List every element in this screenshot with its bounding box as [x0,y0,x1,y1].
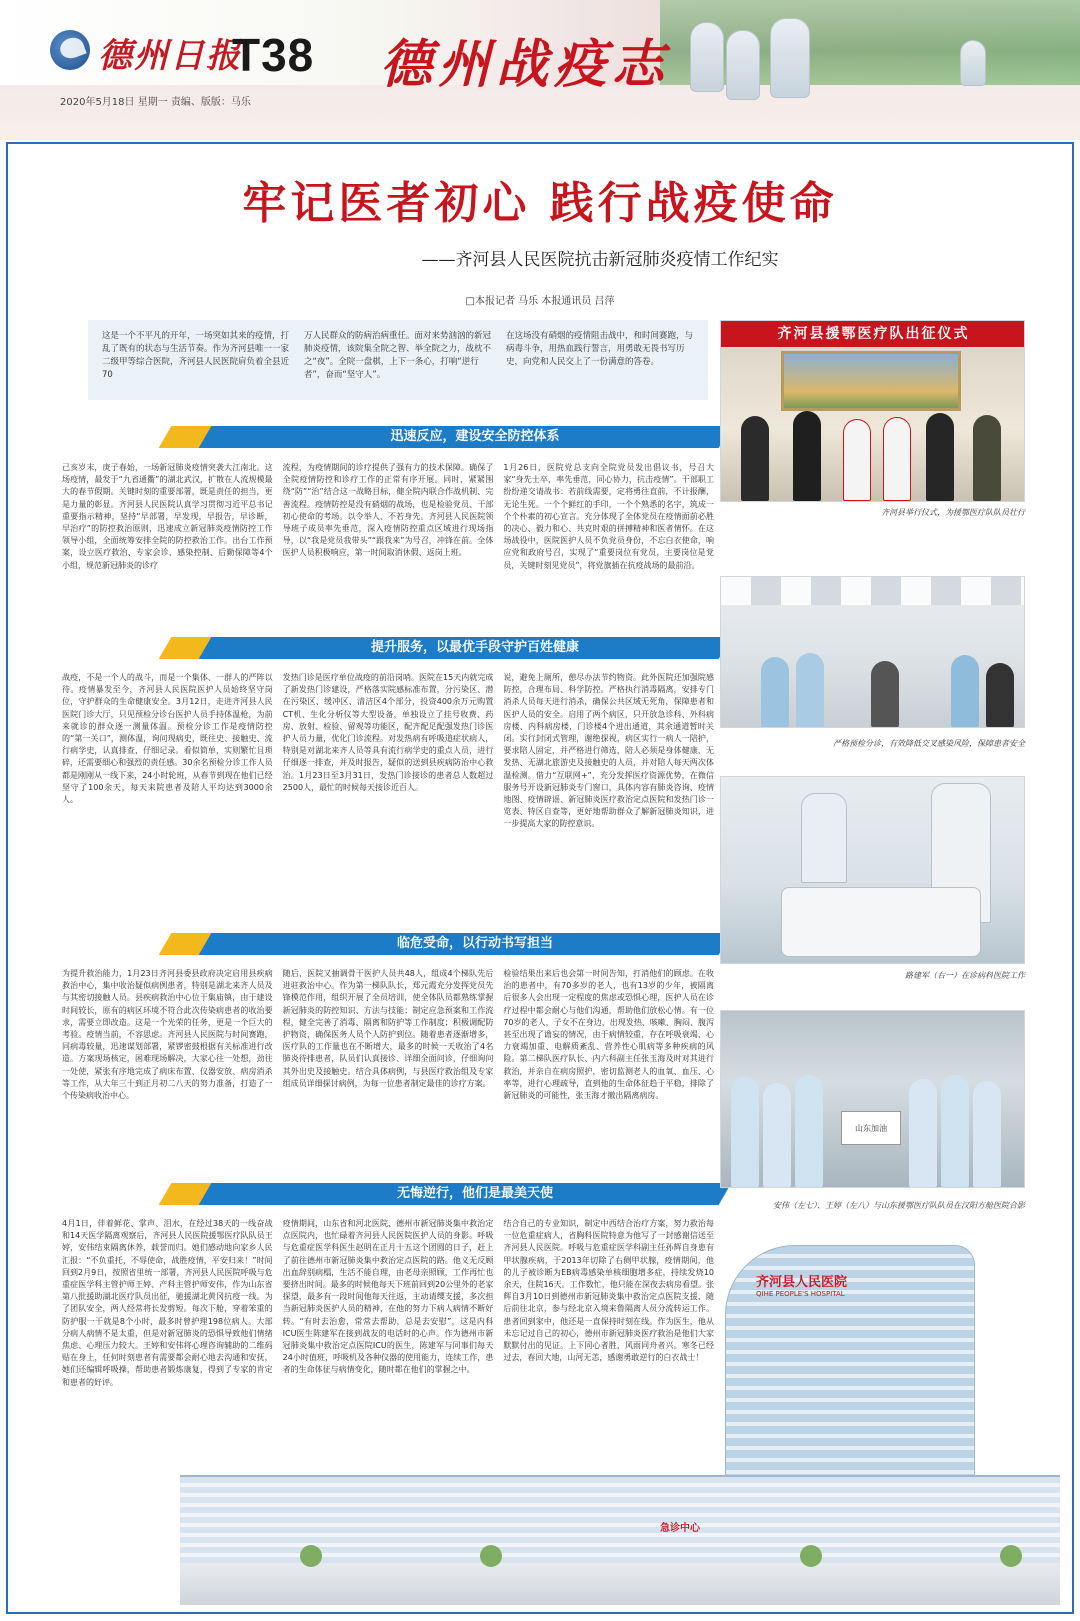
section-banner [165,933,725,955]
photo-triage-hall [720,576,1025,728]
photo-caption: 齐河县举行仪式，为援鄂医疗队队员壮行 [881,508,1025,517]
section-banner [165,426,725,448]
person-figure [801,793,847,883]
photo-caption: 严格预检分诊，有效降低交叉感染风险，保障患者安全 [833,739,1025,748]
section-banner [165,637,725,659]
emergency-center-sign: 急诊中心 [660,1523,700,1534]
person-figure [941,1075,969,1187]
person-figure [951,655,979,727]
intro-paragraph: 这是一个不平凡的开年，一场突如其来的疫情，打乱了既有的状态与生活节奏。作为齐河县唯一一家二级甲等综合医院，齐河县人民医院肩负着全县近70 [102,331,290,380]
person-figure [731,1077,759,1187]
medic-figure-illustration [726,30,760,100]
body-paragraph: 说，避免上厕所，憩尽办法节约物资。此外医院还加强院感防控，合理布局、科学防控。严格执行消毒隔离，安排专门消杀人员每天进行消杀，确保公共区域无死角，保障患者和医护人员的安全。启用了两个病区，只开放急诊科、外科病房楼、内科病房楼，门诊楼4个进出通道，其余通道暂时关闭。实行封闭式管理，谢绝探视，病区实行一病人一陪护，要求陪人固定，并严格进行筛选，陪人必须是身体健康、无发热、无湖北旅游史及接触史的人员，并对陪人每天两次体温检测。借力“互联网+”，充分发挥医疗资源优势，在微信服务号开设新冠肺炎专门窗口，具体内容有肺炎咨询、疫情地图、疫情辟谣、新冠肺炎医疗救治定点医院和发热门诊一览表、特区自查等，更好地帮助群众了解新冠肺炎知识，进一步提高大家的防控意识。 [503,673,715,829]
photo-caption: 路建军（右一）在诊病科医院工作 [905,971,1025,980]
body-paragraph: 4月1日，伴着鲜花、掌声、泪水，在经过38天的一线奋战和14天医学隔离观察后，齐河县人民医院援鄂医疗队队员王婷，安伟结束隔离休养，载誉而归。她们感动地向家乡人民汇报：“不负重托，不辱使命，战胜疫情，平安归来！”时间回到2月9日，按照省里统一部署，齐河县人民医院呼吸与危重症医学科主管护师王婷、产科主管护师安伟，作为山东省第八批援助湖北医疗队员出征，驰援湖北黄冈抗疫一线。为了团队安全，两人经常将长发剪短。每次下舱，穿着笨重的防护服一干就是8个小时，最多时曾护理198位病人。大部分病人病情不是太重，但是对新冠肺炎的恐惧导致他们情绪焦虑、心理压力较大。王婷和安伟将心理咨询辅助的二维码贴在身上，任何时刻患者有需要都会耐心地去沟通和安抚，她们还编辑呼吸操，帮助患者锻炼康复，得到了专家的肯定和患者的好评。 [62,1219,273,1387]
body-paragraph: 流程，为疫情期间的诊疗提供了强有力的技术保障。确保了全院疫情防控和诊疗工作的正常有序开展。同时，紧紧围绕“防”“治”结合这一战略目标，健全院内联合作战机制、完善流程。疫情防控是没有硝烟的战场，也是检验党员、干部初心使命的考场。以令举人、不若身先。齐河县人民医院领导班子成员率先垂范，深入疫情防控重点区域进行现场指导，以“我是党员我带头”“跟我来”为号召，冲锋在前。全体医护人员积极响应，第一时间取消休假、返岗上班。 [282,463,494,558]
headline: 牢记医者初心 践行战疫使命 [242,178,838,229]
intro-paragraph: 在这场没有硝烟的疫情阻击战中，和时间赛跑，与病毒斗争，用热血践行誓言，用勇敢无畏书写历史，向党和人民交上了一份满意的答卷。 [506,331,694,367]
medic-figure-illustration [770,18,810,98]
person-figure [909,1079,937,1187]
tree-icon [300,1545,322,1567]
body-paragraph: 为提升救治能力，1月23日齐河县委县政府决定启用县疾病救治中心，集中收治疑似病例患者，特别是湖北来齐人员及与其密切接触人员。县疾病救治中心位于集庙镇，由于建设时间较长，原有的病区环境不符合此次传染病患者的收治要求，需要立即改造。这是一个光荣的任务，更是一个巨大的考验。疫情当前，不容思虑。齐河县人民医院与时间赛跑，同病毒较量，迅速谋划部署，紧锣密鼓根据有关标准进行改造。方案现场核定，困难现场解决，大家心往一处想，劲往一处使，紧张有序地完成了病床布置、仪器安放、病房消杀等工作，从大年三十到正月初二八天的努力准备，打造了一个传染病收治中心。 [62,969,273,1101]
masthead [0,0,1080,140]
wall-painting [781,351,961,411]
person-figure [763,1083,791,1187]
medic-figure-illustration [690,22,724,92]
tree-icon [800,1545,822,1567]
dateline: 2020年5月18日 星期一 责编、版版：马乐 [60,97,251,108]
photo-caption: 安伟（左七）、王婷（左八）与山东援鄂医疗队队员在汉阳方舱医院合影 [773,1201,1025,1210]
person-figure [926,413,954,501]
section-title: 迅速反应，建设安全防控体系 [390,429,560,444]
intro-box [88,320,708,400]
hospital-bed [781,887,981,957]
body-paragraph: 己亥岁末，庚子春始，一场新冠肺炎疫情突袭大江南北。这场疫情，最发于“九省通衢”的湖北武汉，扩散在人流规模最大的春节假期。关键时刻的重要部署，既是责任的担当，更是力量的彰显。齐河县人民医院认真学习贯彻习近平总书记重要指示精神，坚持“早部署，早发现，早报告，早诊断，早治疗”的防控救治原则，迅速成立新冠肺炎疫情防控工作领导小组，全面统筹安排全院的防控救治工作。出台工作预案，设立医疗救治、专家会诊、感染控制、后勤保障等4个小组，规范新冠肺炎的诊疗 [62,463,273,570]
person-figure [973,1081,1001,1187]
person-figure [793,411,821,501]
tree-icon [480,1545,502,1567]
tree-icon [1000,1545,1022,1567]
newspaper-name: 德州日报 [98,36,242,76]
person-figure [796,653,824,727]
person-figure [973,415,1001,501]
body-paragraph: 疫情期间，山东省和河北医院、德州市新冠肺炎集中救治定点医院内，也忙碌着齐河县人民医院医护人员的身影。呼吸与危重症医学科医生赵明在正月十五这个团圆的日子，赶上了前往德州市新冠肺炎集中救治定点医院的路。他义无反顾出血辞别病榻，生活不能自理，由老母亲照顾，工作再忙也要挤出时间。最多的时候他每天下班前回到20公里外的老家探望，最多有一段时间他每天往返，主动请缨支援，多次担当新冠肺炎医护人员的精神，在他的努力下病人病情不断好转。“有时去治愈，常常去帮助，总是去安慰”，这是内科ICU医生陈建军在接到战友的电话时的心声。作为德州市新冠肺炎集中救治定点医院ICU的医生，陈建军与同事们每天24小时值班，呼吸机及各种仪器的使用能力，连续工作，患者的生命体征与病情变化，随时都在他们的掌握之中。 [282,1219,494,1375]
section-body [62,968,714,1164]
photo-icu-care [720,776,1025,964]
person-figure [795,1075,823,1187]
subheadline: ——齐河县人民医院抗击新冠肺炎疫情工作纪实 [421,250,779,270]
handheld-sign: 山东加油 [841,1111,901,1145]
person-figure [741,416,769,501]
column-title: 德州战疫志 [380,34,671,95]
body-paragraph: 随后，医院又抽调骨干医护人员共48人，组成4个梯队先后进驻救治中心。作为第一梯队队长，郑元霞充分发挥党员先锋模范作用，组织开展了全员培训，使全体队员都熟练掌握新冠肺炎的防控知识、方法与技能；制定应急预案和工作流程，健全完善了消毒、隔离和防护等工作制度；积极调配防护物资，确保医务人员个人防护到位。随着患者逐渐增多，医疗队的工作量也在不断增大，最多的时候一天收治了4名肺炎待排患者，队员们认真接诊、详细全面问诊，仔细询问其外出史及接触史。结合具体病例，与县医疗救治组及专家组成员详细探讨病例，为每一位患者制定最佳的诊疗方案。 [282,969,494,1088]
body-paragraph: 战疫，不是一个人的战斗，而是一个集体、一群人的严阵以待。疫情暴发至今，齐河县人民医院医护人员始终坚守岗位，守护群众的生命健康安全。3月12日，走进齐河县人民医院门诊大厅，只见预检分诊台医护人员手持体温枪，为前来就诊的群众逐一测量体温。预检分诊工作是疫情防控的“第一关口”，测体温，询问现病史，既往史、接触史、流行病学史，认真排查，仔细记录。看似简单，实则繁忙且琐碎，还需要细心和强烈的责任感。30余名预检分诊工作人员都是刚刚从一线下来，24小时轮班，从春节到现在他们已经坚守了100余天，每天来院患者及陪人平均达到3000余人。 [62,673,273,805]
section-title: 无悔逆行，他们是最美天使 [396,1186,553,1201]
section-banner [165,1183,725,1205]
hospital-building-illustration [180,1245,1060,1605]
body-paragraph: 发热门诊是医疗单位战疫的前沿岗哨。医院在15天内就完成了新发热门诊建设，严格落实院感标准布置，分污染区、潜在污染区、缓冲区、清洁区4个部分，投资400余万元购置CT机、生化分析仪等大型设备，单独设立了挂号收费、药房、放射、检验、留观等功能区，配齐配足配强发热门诊医护人员力量，优化门诊流程。对发热病有呼吸道症状病人，特别是对湖北来齐人员等具有流行病学史的重点人员，进行仔细逐一排查，并及时报告，疑似的送到县疾病防治中心救治。1月23日至3月31日，发热门诊接诊的患者总人数超过2500人，最忙的时候每天接诊近百人。 [282,673,494,792]
hospital-sign-en: QIHE PEOPLE'S HOSPITAL [756,1290,845,1298]
ceiling-lights [721,577,1025,605]
intro-paragraph: 万人民群众的防病治病重任。面对来势汹汹的新冠肺炎疫情，该院集全院之智、举全院之力，战枕不之“夜”。全院一盘棋，上下一条心，打响“逆行者”，奋而“坚守人”。 [304,331,492,380]
page-code: T38 [232,29,315,81]
hospital-plaza [180,1563,1060,1605]
hospital-sign: 齐河县人民医院 [756,1275,848,1290]
person-figure [986,663,1014,727]
person-figure [883,417,911,501]
newspaper-logo-icon [50,30,90,70]
ceremony-banner: 齐河县援鄂医疗队出征仪式 [721,321,1025,347]
body-paragraph: 检验结果出来后也会第一时间告知，打消他们的顾虑。在收治的患者中，有70多岁的老人，也有13岁的少年，被隔离后很多人会出现一定程度的焦虑或恐惧心理，医护人员在诊疗过程中都会耐心与他们沟通，帮助他们放松心情。有一位70岁的老人，子女不在身边，出现发热、咳嗽、胸闷、腹泻甚至出现了谵妄的情况，由于病情较重，存在呼吸衰竭、心力衰竭加重、电解质紊乱、营养性心肌病等多种疾病的风险。第二梯队医疗队长、内六科副主任张玉海及时对其进行救治，并亲自在病房照护，密切监测老人的血氧、血压、心率等，进行心理疏导，直到他的生命体征趋于平稳，排除了新冠肺炎的可能性，张玉海才撤出隔离病房。 [503,969,715,1101]
photo-send-off-ceremony [720,320,1025,502]
person-figure [871,661,899,727]
person-figure [761,657,789,727]
person-figure [843,419,871,501]
section-body [62,672,714,877]
byline: □本报记者 马乐 本报通讯员 吕萍 [465,296,615,307]
photo-team-group [720,1010,1025,1188]
section-body [62,462,714,612]
body-paragraph: 1月26日，医院党总支向全院党员发出倡议书，号召大家“身先士卒，率先垂范，同心协力，抗击疫情”。干部职工纷纷递交请战书：若前线需要，定将勇往直前，不计报酬，无论生死。一个个鲜红的手印，一个个熟悉的名字，筑成一个个朴素的初心宣言。充分体现了全体党员在疫情面前必胜的决心、毅力和心、共克时艰的拼搏精神和医者情怀。在这场战役中，医院医护人员不负党员身份，不忘白衣使命，响应党和政府号召，实现了“重要岗位有党员，主要岗位是党员，关键时刻见党员”，将党旗插在抗疫战场的最前沿。 [503,463,715,570]
farmer-figure-illustration [960,40,986,86]
section-title: 临危受命，以行动书写担当 [396,936,553,951]
body-paragraph: 结合自己的专业知识，制定中西结合治疗方案，努力救治每一位危重症病人，省胸科医院特意为他写了一封感谢信送至齐河县人民医院。呼吸与危重症医学科副主任孙辉自身患有甲状腺疾病，于2013年切除了右侧甲状腺，疫情期间，他的儿子被诊断为EB病毒感染单核细胞增多症，持续发烧10余天，住院16天。工作数忙，他只能在深夜去病房看望。张辉自3月10日到德州市新冠肺炎集中救治定点医院支援，随后前往北京，参与经北京入境来鲁隔离人员分流转运工作。患者回到家中，他还是一直保持时刻在线。作为医生，他从未忘记过自己的初心，德州市新冠肺炎医疗救治是他们大家默默付出的见证。上下同心者胜，风雨同舟者兴。寒冬已经过去，春回大地，山河无恙，感谢勇敢逆行的白衣战士！ [503,1219,715,1363]
section-title: 提升服务，以最优手段守护百姓健康 [370,640,579,655]
